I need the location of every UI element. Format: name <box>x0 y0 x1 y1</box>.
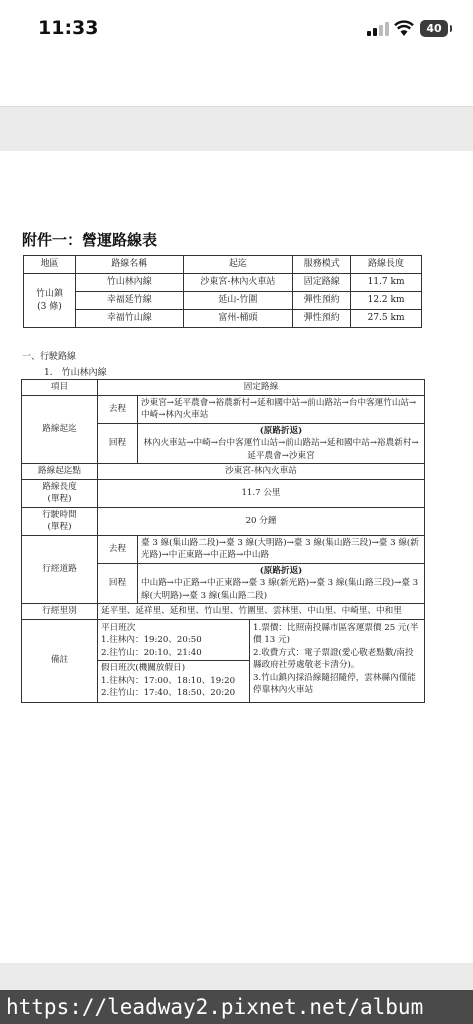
holiday-title: 假日班次(機關放假日) <box>101 663 186 673</box>
villages-text: 延平里、延祥里、延和里、竹山里、竹圍里、雲林里、中山里、中崎里、中和里 <box>98 604 425 620</box>
route-name-cell: 幸福延竹線 <box>75 292 183 310</box>
return-note: (原路折返) <box>259 425 303 436</box>
endpoints-cell: 沙東宮-林內火車站 <box>183 274 293 292</box>
direction-label: 回程 <box>98 423 138 464</box>
weekday-line: 2.往竹山：20:10、21:40 <box>101 647 202 658</box>
table-row <box>24 274 422 292</box>
route-name-cell: 幸福竹山線 <box>75 310 183 328</box>
route-back-text: 林內火車站→中崎→台中客運竹山站→前山路站→延和國中站→裕農新村→延平農會→沙東宮 <box>143 438 419 461</box>
section-heading: 一、行駛路線 <box>22 352 77 362</box>
endpoints-cell: 延山-竹圍 <box>183 292 293 310</box>
holiday-block <box>98 660 249 700</box>
cellular-signal-icon <box>367 22 389 36</box>
route-detail-table <box>21 379 425 703</box>
page-gap <box>0 963 473 976</box>
row-label: 路線起迄 <box>22 395 98 464</box>
table-row <box>22 507 425 535</box>
table-header-row <box>22 380 425 396</box>
status-bar <box>0 0 473 62</box>
table-row <box>22 619 425 702</box>
table-row <box>22 535 425 563</box>
mode-cell: 彈性預約 <box>293 310 351 328</box>
note-line: 3.竹山鎮內採沿線隨招隨停，雲林縣內僅能停靠林內火車站 <box>253 672 416 695</box>
holiday-line: 2.往竹山：17:40、18:50、20:20 <box>101 688 236 698</box>
note-line: 1.票價：比照南投縣市區客運票價 25 元(半價 13 元) <box>253 622 419 645</box>
header-cell: 服務模式 <box>293 256 351 274</box>
row-label: 路線起迄點 <box>22 464 98 480</box>
row-label: 備註 <box>22 619 98 702</box>
direction-label: 回程 <box>98 563 138 604</box>
weekday-title: 平日班次 <box>101 622 136 633</box>
table-row <box>22 604 425 620</box>
row-label: 行經道路 <box>22 535 98 604</box>
length-cell: 12.2 km <box>351 292 422 310</box>
row-label: 行駛時間 (單程) <box>22 507 98 535</box>
endpoints-cell: 富州-桶頭 <box>183 310 293 328</box>
wifi-icon <box>394 19 414 37</box>
length-cell: 11.7 km <box>351 274 422 292</box>
weekday-line: 1.往林內：19:20、20:50 <box>101 635 202 645</box>
summary-table <box>23 255 422 328</box>
time-value: 20 分鐘 <box>98 507 425 535</box>
header-cell: 地區 <box>24 256 76 274</box>
route-name-cell: 竹山林內線 <box>75 274 183 292</box>
notes-cell <box>250 619 425 702</box>
start-end-value: 沙東宮-林內火車站 <box>98 464 425 480</box>
schedule-cell <box>98 619 250 702</box>
direction-label: 去程 <box>98 535 138 563</box>
header-cell: 起迄 <box>183 256 293 274</box>
table-row <box>24 292 422 310</box>
road-back-cell <box>138 563 425 604</box>
image-viewer-header <box>0 62 473 107</box>
clock: 11:33 <box>38 17 99 39</box>
table-header-row <box>24 256 422 274</box>
region-cell: 竹山鎮 (3 條) <box>24 274 76 328</box>
url-watermark: https://leadway2.pixnet.net/album <box>0 990 473 1024</box>
header-cell: 路線名稱 <box>75 256 183 274</box>
header-cell: 固定路線 <box>98 380 425 396</box>
row-label: 行經里別 <box>22 604 98 620</box>
road-go-text: 臺 3 線(集山路二段)→臺 3 線(大明路)→臺 3 線(集山路三段)→臺 3 線(新光路)→中正東路→中正路→中山路 <box>138 535 425 563</box>
table-row <box>22 395 425 423</box>
note-line: 2.收費方式：電子票證(愛心敬老點數/南投縣政府社勞處敬老卡清分)。 <box>253 647 414 670</box>
return-note: (原路折返) <box>259 565 303 576</box>
document-title: 附件一：營運路線表 <box>22 231 158 249</box>
mode-cell: 彈性預約 <box>293 292 351 310</box>
table-row <box>22 464 425 480</box>
road-back-text: 中山路→中正路→中正東路→臺 3 線(新光路)→臺 3 線(集山路三段)→臺 3 線(大明路)→臺 3 線(集山路二段) <box>141 578 419 601</box>
header-cell: 路線長度 <box>351 256 422 274</box>
table-row <box>24 310 422 328</box>
subsection-heading: 1. 竹山林內線 <box>44 368 107 378</box>
direction-label: 去程 <box>98 395 138 423</box>
header-cell: 項目 <box>22 380 98 396</box>
route-go-text: 沙東宮→延平農會→裕農新村→延和國中站→前山路站→台中客運竹山站→中崎→林內火車站 <box>138 395 425 423</box>
holiday-line: 1.往林內：17:00、18:10、19:20 <box>101 675 236 686</box>
row-label: 路線長度 (單程) <box>22 479 98 507</box>
table-row <box>22 479 425 507</box>
battery-icon: 40 <box>420 20 448 37</box>
mode-cell: 固定路線 <box>293 274 351 292</box>
length-value: 11.7 公里 <box>98 479 425 507</box>
length-cell: 27.5 km <box>351 310 422 328</box>
route-back-cell <box>138 423 425 464</box>
